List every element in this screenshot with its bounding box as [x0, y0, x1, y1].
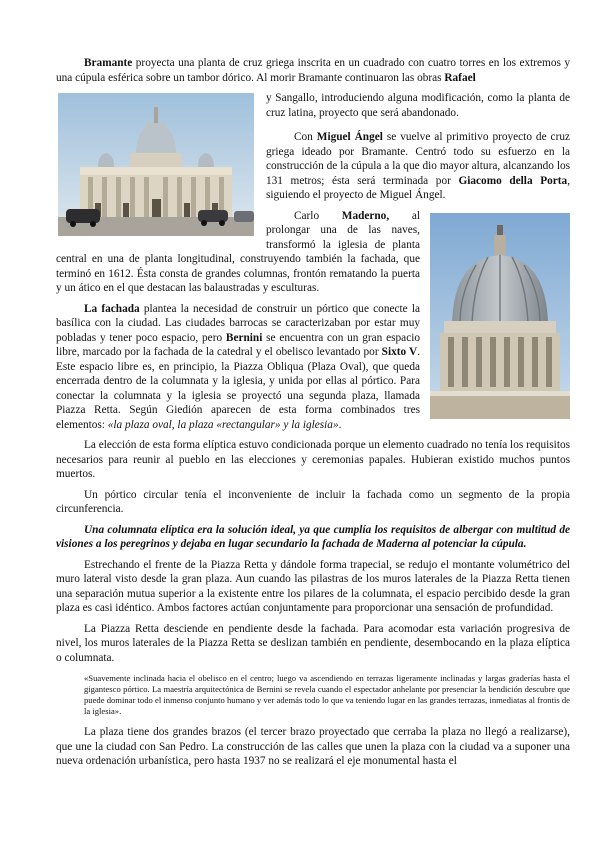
bold-la-fachada: La fachada — [84, 302, 140, 315]
paragraph-bramante-cont: y Sangallo, introduciendo alguna modificación, como la planta de cruz latina, proyecto que será abandonado. — [266, 92, 570, 119]
paragraph-brazos: La plaza tiene dos grandes brazos (el tercer brazo proyectado que cerraba la plaza no llegó a realizarse), que une la ciudad con San Pedro. La construcción de las calles que unen la plaza con la ciudad va a suponer una nueva ordenación urbanística, pero hasta 1937 no se realizará el eje monumental hasta el — [56, 726, 570, 767]
paragraph-pendiente: La Piazza Retta desciende en pendiente desde la fachada. Para acomodar esta variación progresiva de nivel, los muros laterales de la Piazza Retta se deslizan también en pendiente, desembocando en la plaza elíptica o columnata. — [56, 622, 570, 664]
paragraph-eleccion: La elección de esta forma elíptica estuvo condicionada porque un elemento cuadrado no tenía los requisitos necesarios para reunir al pueblo en las elecciones y ceremonias papales. Hubieran existido muchos puntos muertos. — [56, 439, 570, 480]
bold-miguel-angel: Miguel Ángel — [316, 131, 383, 143]
photo-st-peters-dome — [430, 213, 570, 419]
paragraph-maderno: Carlo Maderno, al prolongar una de las naves, transformó la iglesia de planta central en una de planta longitudinal, construyendo también la fachada, que terminó en 1612. Ésta consta de grandes columnas, frontón rematando la puerta y un ático en el que destacan las balaustradas y esculturas. — [56, 209, 420, 294]
paragraph-portico-circular: Un pórtico circular tenía el inconveniente de incluir la fachada como un segmento de la propia circunferencia. — [56, 488, 570, 515]
bold-bramante: Bramante — [84, 57, 133, 69]
italic-quote-giedion: «la plaza oval, la plaza «rectangular» y la iglesia» — [107, 418, 339, 431]
bold-sixto-v: Sixto V — [381, 346, 418, 358]
document-page — [56, 56, 570, 775]
photo-st-peters-facade — [58, 93, 254, 236]
paragraph-bramante: Bramante proyecta una planta de cruz griega inscrita en un cuadrado con cuatro torres en los extremos y una cúpula esférica sobre un tambor dórico. Al morir Bramante continuaron las obras Rafael — [56, 57, 570, 84]
paragraph-columnata-eliptica: Una columnata elíptica era la solución ideal, ya que cumplía los requisitos de albergar con multitud de visiones a los peregrinos y dejaba en lugar secundario la fachada de Maderna al potenciar la cúpula. — [56, 523, 570, 550]
paragraph-miguel-angel: Con Miguel Ángel se vuelve al primitivo proyecto de cruz griega ideado por Bramante. Centró todo su esfuerzo en la construcción de la cúpula a la que dio mayor altura, alcanzando los 131 metros; ésta será terminada por Giacomo della Porta, siguiendo el proyecto de Miguel Ángel. — [266, 131, 571, 201]
bold-bernini: Bernini — [225, 331, 263, 344]
block-quote: «Suavemente inclinada hacia el obelisco en el centro; luego va ascendiendo en terrazas ligeramente inclinadas y largas graderías hasta el gigantesco pórtico. La maestría arquitectónica de Bernini se revela cuando el espectador anhelante por presenciar la bendición descubre que puede dominar todo el inmenso conjunto humano y ver además todo lo que va teniendo lugar en las grandes terrazas, inmediatas al frontis de la iglesia». — [84, 673, 570, 716]
bold-giacomo-della-porta: Giacomo della Porta — [458, 174, 568, 187]
paragraph-fachada: La fachada plantea la necesidad de construir un pórtico que conecte la basílica con la ciudad. Las ciudades barrocas se caracterizaban por estar muy pobladas y tener poco espacio, pero Bernini se encuentra con un gran espacio libre, marcado por la fachada de la catedral y el obelisco levantado por Sixto V. Este espacio libre es, en principio, la Piazza Obliqua (Plaza Oval), que queda encerrada dentro de la columnata y la iglesia, y unida por ellas al pórtico. Para conectar la columnata y la iglesia se proyectó una segunda plaza, llamada Piazza Retta. Según Giedión aparecen de esta forma combinados tres elementos: «la plaza oval, la plaza «rectangular» y la iglesia». — [56, 302, 421, 431]
bold-rafael: Rafael — [444, 71, 476, 84]
paragraph-piazza-retta: Estrechando el frente de la Piazza Retta y dándole forma trapecial, se redujo el montante volumétrico del muro lateral visto desde la gran plaza. Aun cuando las pilastras de los muros laterales de la Piazza Retta tienen una separación mutua superior a la existente entre los pilares de la columnata, el espacio percibido desde la gran plaza es casi idéntico. Ambos factores actúan conjuntamente para proporcionar una sensación de profundidad. — [56, 558, 570, 614]
bold-maderno: Maderno, — [341, 209, 390, 222]
